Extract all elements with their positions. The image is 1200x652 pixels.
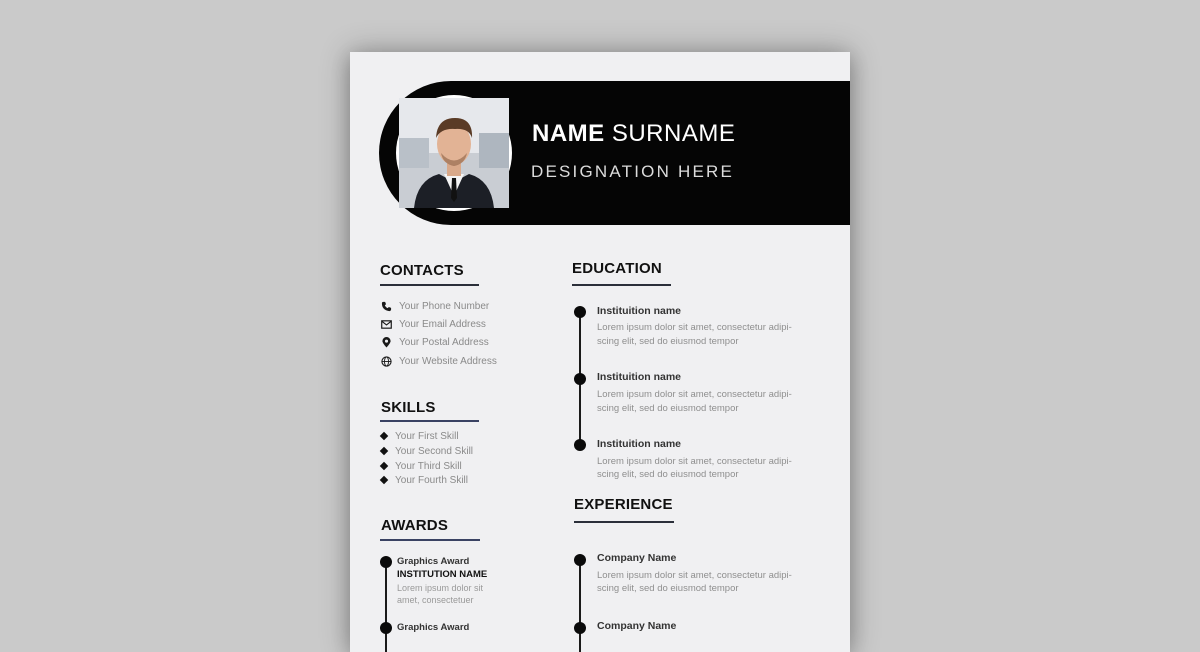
location-pin-icon [380, 336, 392, 348]
education-institution: Instituition name [597, 371, 681, 383]
award-title: Graphics Award [397, 622, 470, 633]
full-name [532, 120, 735, 148]
diamond-bullet-icon [380, 432, 388, 440]
first-name: NAME [532, 120, 605, 147]
timeline-dot [574, 622, 586, 634]
contacts-heading: CONTACTS [380, 262, 464, 279]
contact-item-website [380, 354, 497, 368]
experience-description-line: scing elit, sed do eiusmod tempor [597, 583, 739, 594]
skills-heading: SKILLS [381, 399, 436, 416]
profile-photo [396, 95, 512, 211]
education-description-line: Lorem ipsum dolor sit amet, consectetur adipi- [597, 389, 792, 400]
contact-item-phone [380, 299, 489, 313]
resume-page [350, 52, 850, 652]
education-underline [572, 284, 671, 286]
skills-underline [380, 420, 479, 422]
timeline-dot [380, 556, 392, 568]
award-description-line: Lorem ipsum dolor sit [397, 583, 484, 593]
experience-underline [574, 521, 674, 523]
award-institution: INSTITUTION NAME [397, 569, 488, 580]
phone-icon [380, 300, 392, 312]
contact-email-text: Your Email Address [399, 318, 486, 330]
skill-item [381, 460, 462, 472]
education-description-line: Lorem ipsum dolor sit amet, consectetur adipi- [597, 456, 792, 467]
contact-address-text: Your Postal Address [399, 336, 489, 348]
company-name: Company Name [597, 552, 677, 564]
skill-text: Your Third Skill [395, 460, 462, 472]
education-description-line: scing elit, sed do eiusmod tempor [597, 403, 739, 414]
timeline-dot [574, 439, 586, 451]
experience-timeline [579, 560, 581, 652]
designation: DESIGNATION HERE [531, 162, 735, 181]
award-title: Graphics Award [397, 556, 470, 567]
awards-underline [380, 539, 480, 541]
education-description-line: scing elit, sed do eiusmod tempor [597, 469, 739, 480]
contact-website-text: Your Website Address [399, 355, 497, 367]
diamond-bullet-icon [380, 476, 388, 484]
education-heading: EDUCATION [572, 260, 662, 277]
experience-description-line: Lorem ipsum dolor sit amet, consectetur adipi- [597, 570, 792, 581]
contact-phone-text: Your Phone Number [399, 300, 490, 312]
email-icon [380, 318, 392, 330]
globe-icon [380, 355, 392, 367]
contact-item-email [380, 317, 486, 331]
skill-text: Your Fourth Skill [395, 474, 468, 486]
timeline-dot [574, 306, 586, 318]
skill-text: Your Second Skill [395, 445, 474, 457]
skill-text: Your First Skill [395, 430, 459, 442]
skill-item [381, 445, 473, 457]
education-description-line: scing elit, sed do eiusmod tempor [597, 336, 739, 347]
award-description-line: amet, consectetuer [397, 595, 474, 605]
experience-heading: EXPERIENCE [574, 496, 673, 513]
education-description-line: Lorem ipsum dolor sit amet, consectetur adipi- [597, 322, 792, 333]
timeline-dot [574, 554, 586, 566]
awards-heading: AWARDS [381, 517, 449, 534]
diamond-bullet-icon [380, 462, 388, 470]
diamond-bullet-icon [380, 447, 388, 455]
timeline-dot [380, 622, 392, 634]
skill-item [381, 474, 468, 486]
company-name: Company Name [597, 620, 677, 632]
timeline-dot [574, 373, 586, 385]
last-name: SURNAME [611, 120, 736, 147]
awards-timeline [385, 562, 387, 652]
contacts-underline [380, 284, 479, 286]
profile-photo-image [399, 98, 509, 208]
contact-item-address [380, 335, 489, 349]
education-institution: Instituition name [597, 438, 681, 450]
education-institution: Instituition name [597, 305, 681, 317]
skill-item [381, 430, 459, 442]
